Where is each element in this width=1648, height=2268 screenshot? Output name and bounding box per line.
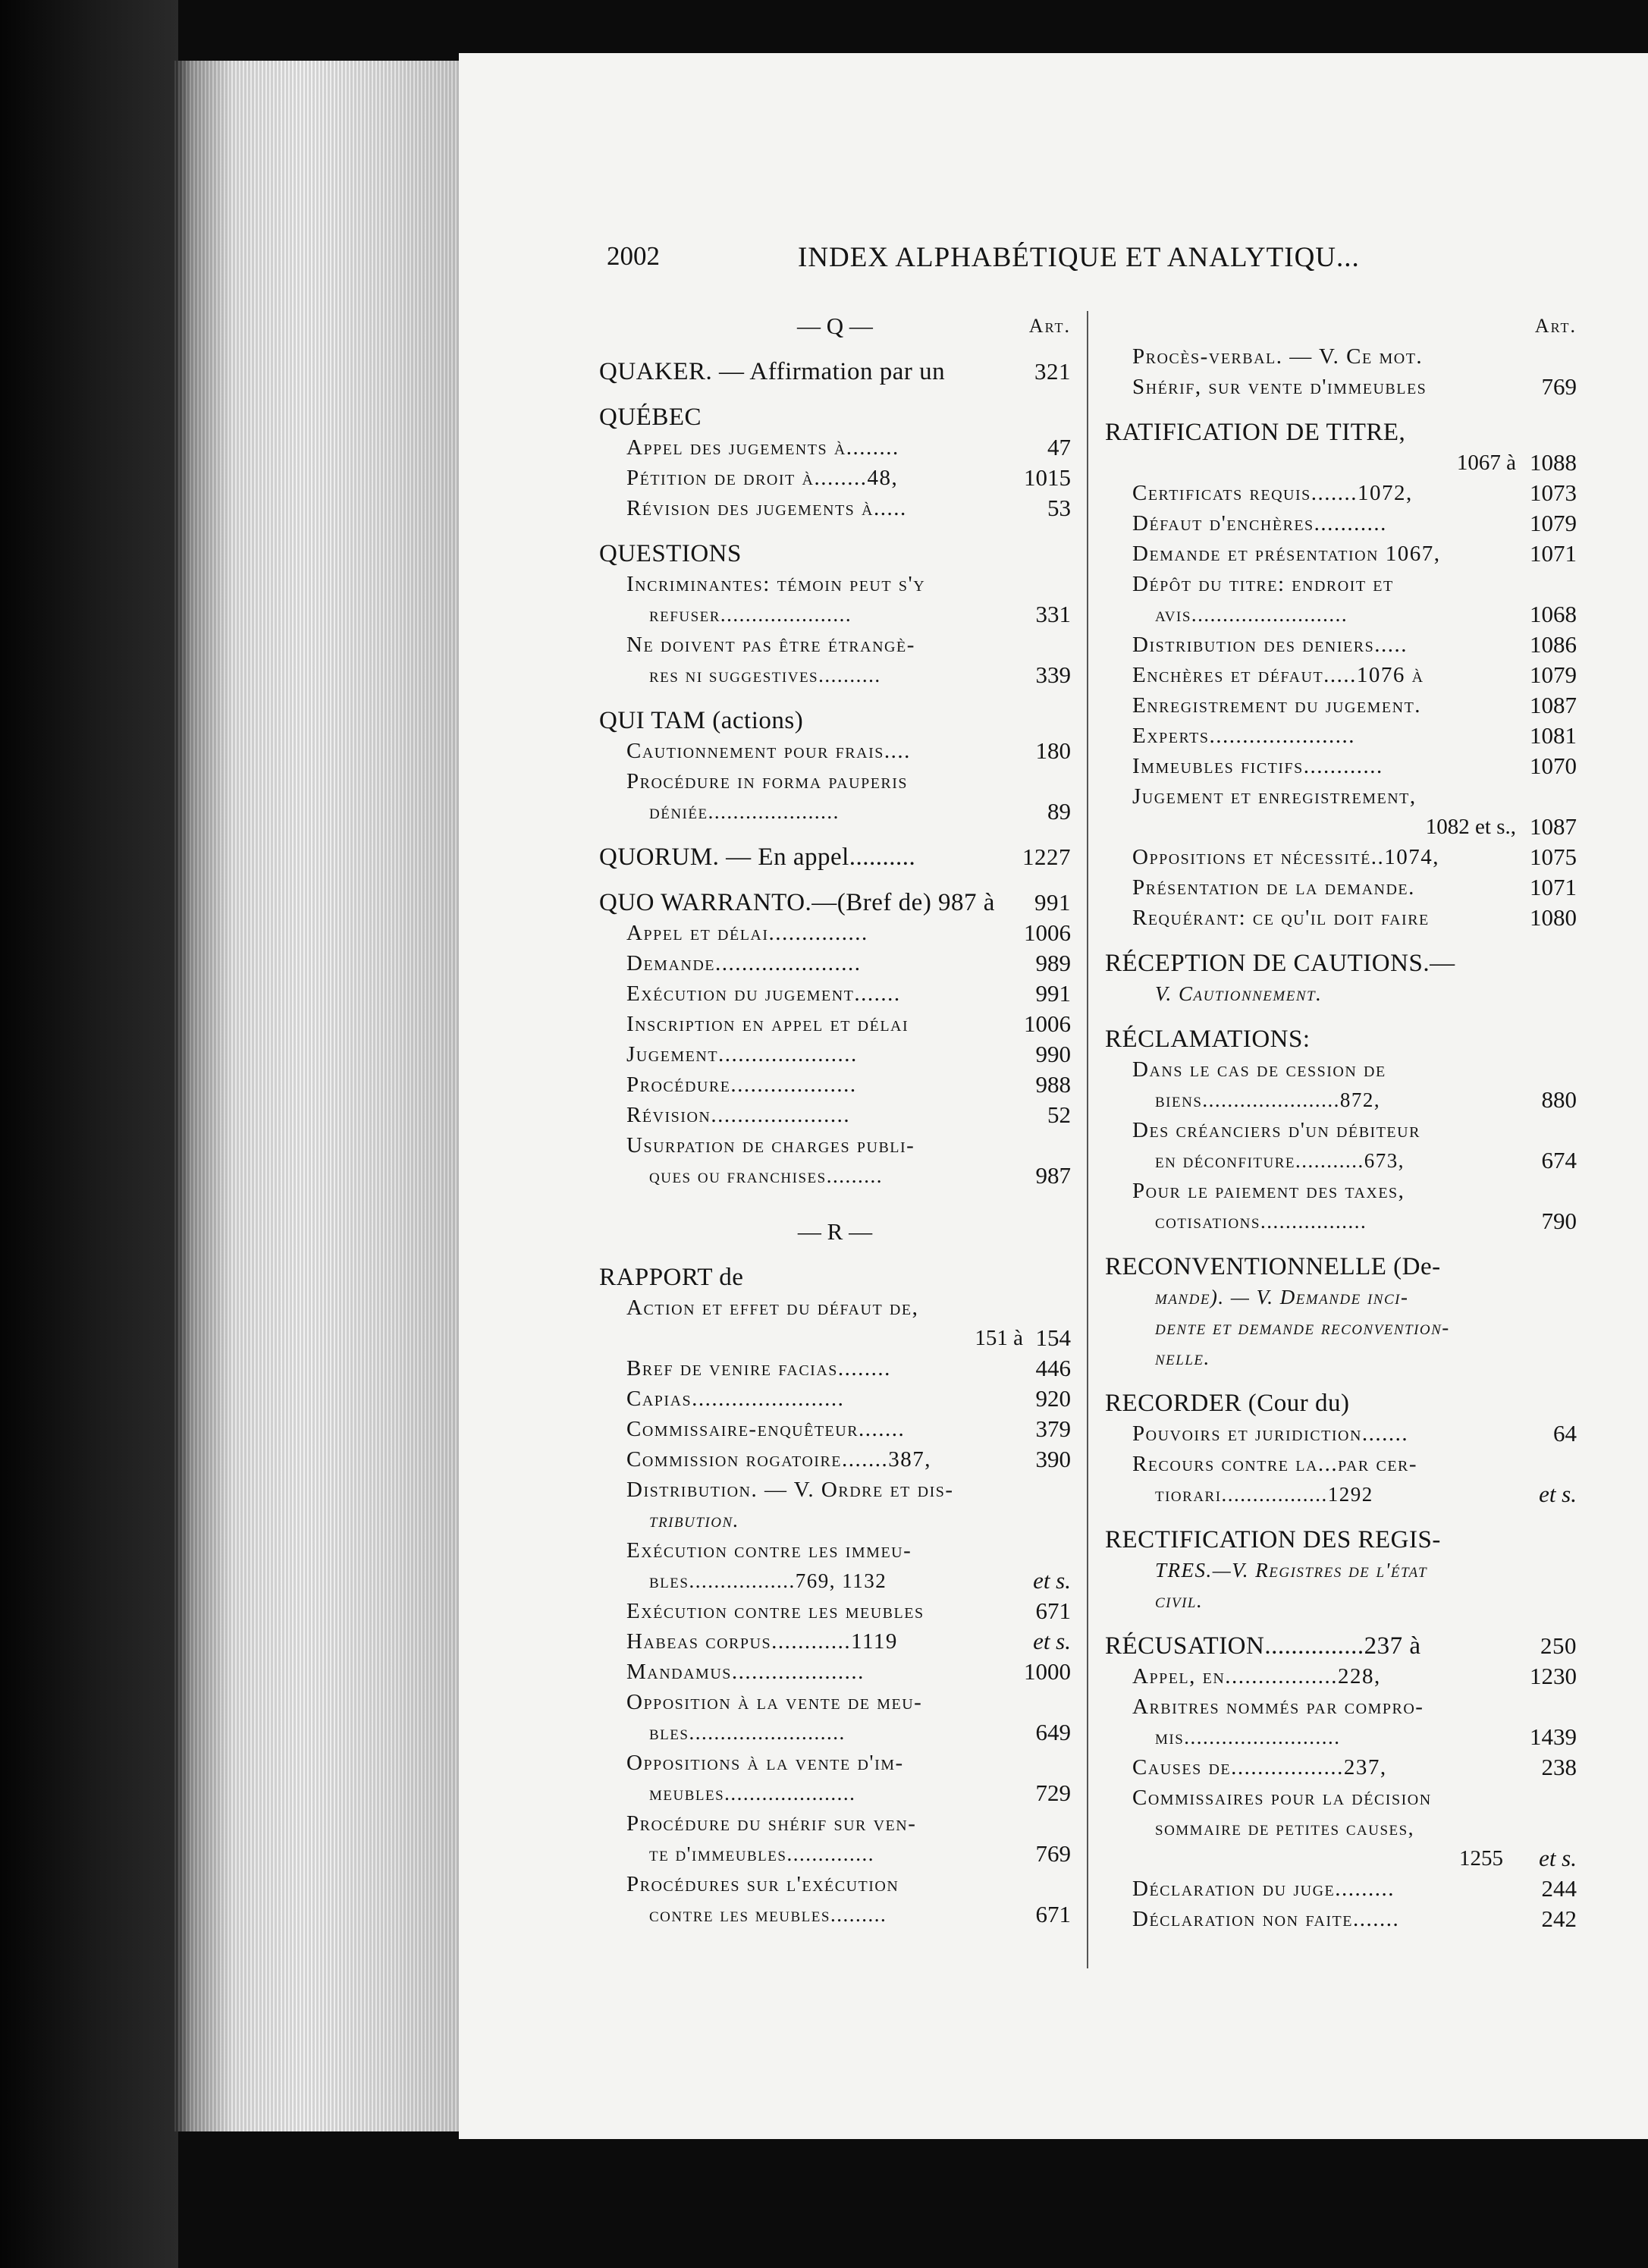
- index-entry: [1105, 1054, 1577, 1085]
- entry-label: QUÉBEC: [599, 404, 702, 431]
- index-entry: [599, 1748, 1071, 1778]
- index-entry: [1105, 599, 1577, 630]
- index-entry: [1105, 478, 1577, 508]
- article-reference: 1086: [1530, 631, 1577, 658]
- entry-label: RECTIFICATION DES REGIS-: [1105, 1526, 1441, 1553]
- running-title: INDEX ALPHABÉTIQUE ET ANALYTIQU...: [798, 242, 1360, 273]
- index-entry: [1105, 630, 1577, 660]
- entry-label: Inscription en appel et délai: [626, 1012, 909, 1036]
- article-reference: 1088: [1530, 449, 1577, 476]
- letter-heading: [599, 1217, 1071, 1247]
- index-entry: [599, 918, 1071, 948]
- entry-label: Shérif, sur vente d'immeubles: [1132, 375, 1427, 399]
- article-reference: 47: [1047, 434, 1071, 460]
- index-entry: [599, 1505, 1071, 1535]
- article-reference: 1439: [1530, 1723, 1577, 1750]
- index-entry: [599, 660, 1071, 690]
- index-entry: [599, 1475, 1071, 1505]
- entry-label: Exécution du jugement.......: [626, 982, 901, 1006]
- entry-label: Révision des jugements à.....: [626, 496, 907, 520]
- index-entry: [599, 1839, 1071, 1869]
- index-entry: [1105, 1176, 1577, 1206]
- entry-label: RECORDER (Cour du): [1105, 1390, 1350, 1417]
- entry-label: Enchères et défaut.....1076 à: [1132, 663, 1424, 687]
- index-entry: [1105, 1085, 1577, 1115]
- article-reference: 987: [1035, 1162, 1071, 1189]
- index-heading: [1105, 1024, 1577, 1054]
- index-entry: [1105, 721, 1577, 751]
- article-reference: 244: [1541, 1875, 1577, 1902]
- index-entry: [1105, 1843, 1577, 1874]
- entry-label: Ne doivent pas être étrangè-: [626, 633, 915, 657]
- index-entry: [599, 1444, 1071, 1475]
- article-reference: 920: [1035, 1385, 1071, 1412]
- index-entry: [599, 1070, 1071, 1100]
- index-entry: [599, 1626, 1071, 1657]
- entry-label: Bref de venire facias........: [626, 1356, 891, 1381]
- index-entry: [599, 1161, 1071, 1191]
- entry-label: Procédure in forma pauperis: [626, 769, 909, 793]
- index-entry: [1105, 1418, 1577, 1449]
- entry-label: Dépôt du titre: endroit et: [1132, 572, 1394, 596]
- article-reference: 991: [1035, 980, 1071, 1007]
- article-reference: 1071: [1530, 540, 1577, 567]
- index-entry: [599, 1869, 1071, 1899]
- article-reference: 1087: [1530, 813, 1577, 840]
- entry-label: QUAKER. — Affirmation par un: [599, 358, 946, 385]
- article-reference: 991: [1034, 889, 1071, 916]
- index-entry: [1105, 1343, 1577, 1373]
- article-reference: 1230: [1530, 1663, 1577, 1689]
- index-entry: [1105, 903, 1577, 933]
- entry-label: Habeas corpus............1119: [626, 1629, 898, 1654]
- index-entry: [599, 1384, 1071, 1414]
- entry-label: QUORUM. — En appel..........: [599, 843, 916, 871]
- entry-label: bles.................769, 1132: [649, 1569, 887, 1592]
- entry-label: biens......................872,: [1155, 1088, 1381, 1111]
- index-entry: [1105, 979, 1577, 1009]
- index-entry: [599, 979, 1071, 1009]
- index-entry: [1105, 1145, 1577, 1176]
- entry-label: Appel, en.................228,: [1132, 1664, 1381, 1688]
- entry-label: Recours contre la...par cer-: [1132, 1452, 1418, 1476]
- index-heading: [599, 842, 1071, 872]
- article-reference: 989: [1035, 950, 1071, 976]
- index-entry: [599, 1039, 1071, 1070]
- index-entry: [1105, 1813, 1577, 1843]
- article-reference: 154: [1035, 1324, 1071, 1351]
- entry-label: déniée.....................: [649, 800, 840, 823]
- article-reference: 1079: [1530, 510, 1577, 536]
- article-reference: et s.: [1033, 1567, 1071, 1594]
- index-entry: [599, 630, 1071, 660]
- index-heading: [599, 539, 1071, 569]
- entry-label: QUI TAM (actions): [599, 707, 804, 734]
- entry-label: mande). — V. Demande inci-: [1155, 1286, 1409, 1308]
- entry-label: avis.........................: [1155, 603, 1348, 626]
- entry-label: Jugement et enregistrement,: [1132, 784, 1417, 809]
- entry-label: TRES.—V. Registres de l'état: [1155, 1559, 1428, 1582]
- index-heading: [1105, 1252, 1577, 1282]
- entry-label: 1067 à: [1456, 451, 1516, 475]
- article-reference: 180: [1035, 737, 1071, 764]
- index-entry: [1105, 1783, 1577, 1813]
- article-reference: 321: [1034, 358, 1071, 385]
- index-entry: [599, 1596, 1071, 1626]
- entry-label: Action et effet du défaut de,: [626, 1296, 919, 1320]
- index-entry: [599, 432, 1071, 463]
- article-reference: 238: [1541, 1754, 1577, 1780]
- entry-label: Des créanciers d'un débiteur: [1132, 1118, 1420, 1142]
- index-entry: [599, 1778, 1071, 1808]
- index-entry: [1105, 690, 1577, 721]
- index-entry: [599, 1414, 1071, 1444]
- index-entry: [599, 948, 1071, 979]
- article-reference: 1075: [1530, 843, 1577, 870]
- entry-label: Procédure...................: [626, 1073, 857, 1097]
- index-entry: [1105, 781, 1577, 812]
- entry-label: Opposition à la vente de meu-: [626, 1690, 923, 1714]
- article-reference: 64: [1553, 1420, 1577, 1447]
- entry-label: Immeubles fictifs............: [1132, 754, 1383, 778]
- entry-label: Appel et délai...............: [626, 921, 868, 945]
- article-reference: 1015: [1024, 464, 1071, 491]
- index-entry: [1105, 569, 1577, 599]
- entry-label: RATIFICATION DE TITRE,: [1105, 419, 1406, 446]
- entry-label: civil.: [1155, 1589, 1204, 1612]
- entry-label: Présentation de la demande.: [1132, 875, 1415, 900]
- article-reference: 674: [1541, 1147, 1577, 1173]
- entry-label: Arbitres nommés par compro-: [1132, 1695, 1424, 1719]
- article-reference: 52: [1047, 1101, 1071, 1128]
- entry-label: Distribution. — V. Ordre et dis-: [626, 1478, 954, 1502]
- letter-heading-label: — R —: [797, 1218, 873, 1245]
- entry-label: Enregistrement du jugement.: [1132, 693, 1422, 718]
- article-reference: 1070: [1530, 752, 1577, 779]
- index-entry: [1105, 1206, 1577, 1236]
- article-reference: 1000: [1024, 1658, 1071, 1685]
- article-reference: 242: [1541, 1905, 1577, 1932]
- entry-label: Distribution des deniers.....: [1132, 633, 1408, 657]
- article-reference: 1227: [1022, 843, 1071, 870]
- index-heading: [1105, 417, 1577, 448]
- index-entry: [1105, 539, 1577, 569]
- index-entry: [599, 796, 1071, 827]
- entry-label: RAPPORT de: [599, 1264, 744, 1291]
- entry-label: Pétition de droit à........48,: [626, 466, 899, 490]
- index-entry: [599, 766, 1071, 796]
- index-entry: [599, 1899, 1071, 1930]
- entry-label: 1255: [1459, 1846, 1503, 1871]
- entry-label: dente et demande reconvention-: [1155, 1316, 1450, 1339]
- entry-label: tiorari.................1292: [1155, 1483, 1373, 1506]
- index-entry: [1105, 1555, 1577, 1585]
- article-reference: 250: [1540, 1632, 1577, 1659]
- letter-heading-label: — Q —: [797, 313, 873, 339]
- entry-label: Déclaration non faite.......: [1132, 1907, 1400, 1931]
- index-entry: [1105, 1449, 1577, 1479]
- index-entry: [1105, 1585, 1577, 1616]
- letter-heading: [1105, 311, 1577, 341]
- article-reference: 331: [1035, 601, 1071, 627]
- entry-label: sommaire de petites causes,: [1155, 1817, 1414, 1839]
- article-reference: et s.: [1033, 1628, 1071, 1654]
- entry-label: Révision.....................: [626, 1103, 851, 1127]
- article-column-heading: Art.: [1534, 315, 1577, 337]
- article-reference: 729: [1035, 1780, 1071, 1806]
- entry-label: res ni suggestives..........: [649, 664, 881, 686]
- entry-label: Exécution contre les immeu-: [626, 1538, 912, 1563]
- article-reference: 446: [1035, 1355, 1071, 1381]
- entry-label: contre les meubles.........: [649, 1903, 887, 1926]
- entry-label: nelle.: [1155, 1346, 1210, 1369]
- index-entry: [1105, 1312, 1577, 1343]
- index-entry: [599, 1009, 1071, 1039]
- column-divider: [1087, 311, 1088, 1968]
- index-entry: [599, 1535, 1071, 1566]
- index-entry: [1105, 1904, 1577, 1934]
- entry-label: Demande......................: [626, 951, 862, 975]
- entry-label: 1082 et s.,: [1425, 815, 1516, 839]
- entry-label: Procédure du shérif sur ven-: [626, 1811, 917, 1836]
- article-reference: 53: [1047, 495, 1071, 521]
- entry-label: Commissaire-enquêteur.......: [626, 1417, 906, 1441]
- article-reference: 880: [1541, 1086, 1577, 1113]
- page-header: [0, 241, 1648, 287]
- entry-label: Requérant: ce qu'il doit faire: [1132, 906, 1430, 930]
- article-reference: 1006: [1024, 1010, 1071, 1037]
- entry-label: QUESTIONS: [599, 540, 742, 567]
- entry-label: ques ou franchises.........: [649, 1164, 883, 1187]
- entry-label: Déclaration du juge.........: [1132, 1877, 1395, 1901]
- article-reference: 988: [1035, 1071, 1071, 1098]
- index-entry: [1105, 1661, 1577, 1692]
- article-reference: 769: [1035, 1840, 1071, 1867]
- index-entry: [1105, 660, 1577, 690]
- index-heading: [599, 705, 1071, 736]
- article-reference: 1087: [1530, 692, 1577, 718]
- entry-label: Procédures sur l'exécution: [626, 1872, 899, 1896]
- article-reference: 390: [1035, 1446, 1071, 1472]
- entry-label: Demande et présentation 1067,: [1132, 542, 1441, 566]
- entry-label: V. Cautionnement.: [1155, 982, 1323, 1005]
- index-entry: [599, 1353, 1071, 1384]
- entry-label: Procès-verbal. — V. Ce mot.: [1132, 344, 1424, 369]
- article-reference: et s.: [1539, 1481, 1577, 1507]
- index-column-right: [1105, 311, 1577, 1934]
- entry-label: Incriminantes: témoin peut s'y: [626, 572, 926, 596]
- entry-label: RÉCUSATION...............237 à: [1105, 1632, 1421, 1660]
- entry-label: Mandamus....................: [626, 1660, 865, 1684]
- entry-label: Défaut d'enchères...........: [1132, 511, 1387, 536]
- article-reference: 1068: [1530, 601, 1577, 627]
- article-reference: 1081: [1530, 722, 1577, 749]
- entry-label: te d'immeubles..............: [649, 1842, 874, 1865]
- index-heading: [1105, 948, 1577, 979]
- article-reference: 89: [1047, 798, 1071, 825]
- article-reference: 1079: [1530, 661, 1577, 688]
- article-reference: 379: [1035, 1415, 1071, 1442]
- entry-label: Certificats requis.......1072,: [1132, 481, 1413, 505]
- article-reference: 1080: [1530, 904, 1577, 931]
- entry-label: bles.........................: [649, 1721, 846, 1744]
- entry-label: Capias.......................: [626, 1387, 845, 1411]
- article-reference: 1071: [1530, 874, 1577, 900]
- index-heading: [599, 357, 1071, 387]
- entry-label: 151 à: [975, 1326, 1023, 1350]
- entry-label: meubles.....................: [649, 1782, 856, 1805]
- index-entry: [599, 463, 1071, 493]
- index-entry: [599, 1657, 1071, 1687]
- index-entry: [1105, 448, 1577, 478]
- article-reference: et s.: [1539, 1845, 1577, 1871]
- entry-label: Exécution contre les meubles: [626, 1599, 924, 1623]
- index-entry: [599, 599, 1071, 630]
- entry-label: RÉCLAMATIONS:: [1105, 1026, 1311, 1053]
- entry-label: Commissaires pour la décision: [1132, 1786, 1432, 1810]
- index-entry: [1105, 1752, 1577, 1783]
- page-number: 2002: [607, 241, 660, 271]
- index-entry: [1105, 812, 1577, 842]
- entry-label: Jugement.....................: [626, 1042, 858, 1066]
- article-reference: 769: [1541, 373, 1577, 400]
- index-heading: [599, 1262, 1071, 1293]
- entry-label: Pouvoirs et juridiction.......: [1132, 1421, 1409, 1446]
- article-reference: 671: [1035, 1597, 1071, 1624]
- index-entry: [1105, 1874, 1577, 1904]
- entry-label: Appel des jugements à........: [626, 435, 899, 460]
- entry-label: Experts......................: [1132, 724, 1355, 748]
- article-reference: 1073: [1530, 479, 1577, 506]
- entry-label: RÉCEPTION DE CAUTIONS.—: [1105, 950, 1455, 977]
- index-entry: [1105, 341, 1577, 372]
- index-entry: [1105, 1115, 1577, 1145]
- index-entry: [599, 493, 1071, 523]
- entry-label: mis.........................: [1155, 1726, 1341, 1748]
- index-column-left: [599, 311, 1071, 1930]
- letter-heading: [599, 311, 1071, 341]
- index-heading: [1105, 1525, 1577, 1555]
- article-column-heading: Art.: [1028, 315, 1071, 337]
- index-entry: [1105, 1692, 1577, 1722]
- entry-label: RECONVENTIONNELLE (De-: [1105, 1253, 1441, 1280]
- article-reference: 790: [1541, 1208, 1577, 1234]
- index-entry: [599, 1100, 1071, 1130]
- entry-label: QUO WARRANTO.—(Bref de) 987 à: [599, 889, 995, 916]
- index-entry: [599, 1130, 1071, 1161]
- index-entry: [1105, 508, 1577, 539]
- index-entry: [1105, 1722, 1577, 1752]
- index-heading: [1105, 1631, 1577, 1661]
- article-reference: 671: [1035, 1901, 1071, 1927]
- index-entry: [599, 1808, 1071, 1839]
- entry-label: Usurpation de charges publi-: [626, 1133, 915, 1158]
- index-heading: [599, 887, 1071, 918]
- page-edges: [174, 61, 463, 2131]
- index-entry: [1105, 751, 1577, 781]
- index-entry: [599, 1323, 1071, 1353]
- entry-label: Oppositions et nécessité..1074,: [1132, 845, 1440, 869]
- index-entry: [1105, 872, 1577, 903]
- index-heading: [1105, 1388, 1577, 1418]
- index-entry: [1105, 1479, 1577, 1509]
- entry-label: Pour le paiement des taxes,: [1132, 1179, 1405, 1203]
- article-reference: 339: [1035, 661, 1071, 688]
- entry-label: Dans le cas de cession de: [1132, 1057, 1386, 1082]
- book-spine: [0, 0, 178, 2268]
- article-reference: 649: [1035, 1719, 1071, 1745]
- index-entry: [599, 1687, 1071, 1717]
- article-reference: 1006: [1024, 919, 1071, 946]
- index-heading: [599, 402, 1071, 432]
- entry-label: cotisations.................: [1155, 1210, 1367, 1233]
- entry-label: Commission rogatoire.......387,: [626, 1447, 932, 1472]
- entry-label: Cautionnement pour frais....: [626, 739, 911, 763]
- entry-label: tribution.: [649, 1509, 739, 1531]
- entry-label: refuser.....................: [649, 603, 852, 626]
- index-entry: [1105, 842, 1577, 872]
- index-entry: [599, 1566, 1071, 1596]
- index-entry: [599, 1717, 1071, 1748]
- index-entry: [599, 1293, 1071, 1323]
- entry-label: Oppositions à la vente d'im-: [626, 1751, 904, 1775]
- index-entry: [1105, 372, 1577, 402]
- entry-label: Causes de.................237,: [1132, 1755, 1387, 1780]
- index-entry: [599, 569, 1071, 599]
- index-entry: [1105, 1282, 1577, 1312]
- entry-label: en déconfiture...........673,: [1155, 1149, 1405, 1172]
- index-entry: [599, 736, 1071, 766]
- article-reference: 990: [1035, 1041, 1071, 1067]
